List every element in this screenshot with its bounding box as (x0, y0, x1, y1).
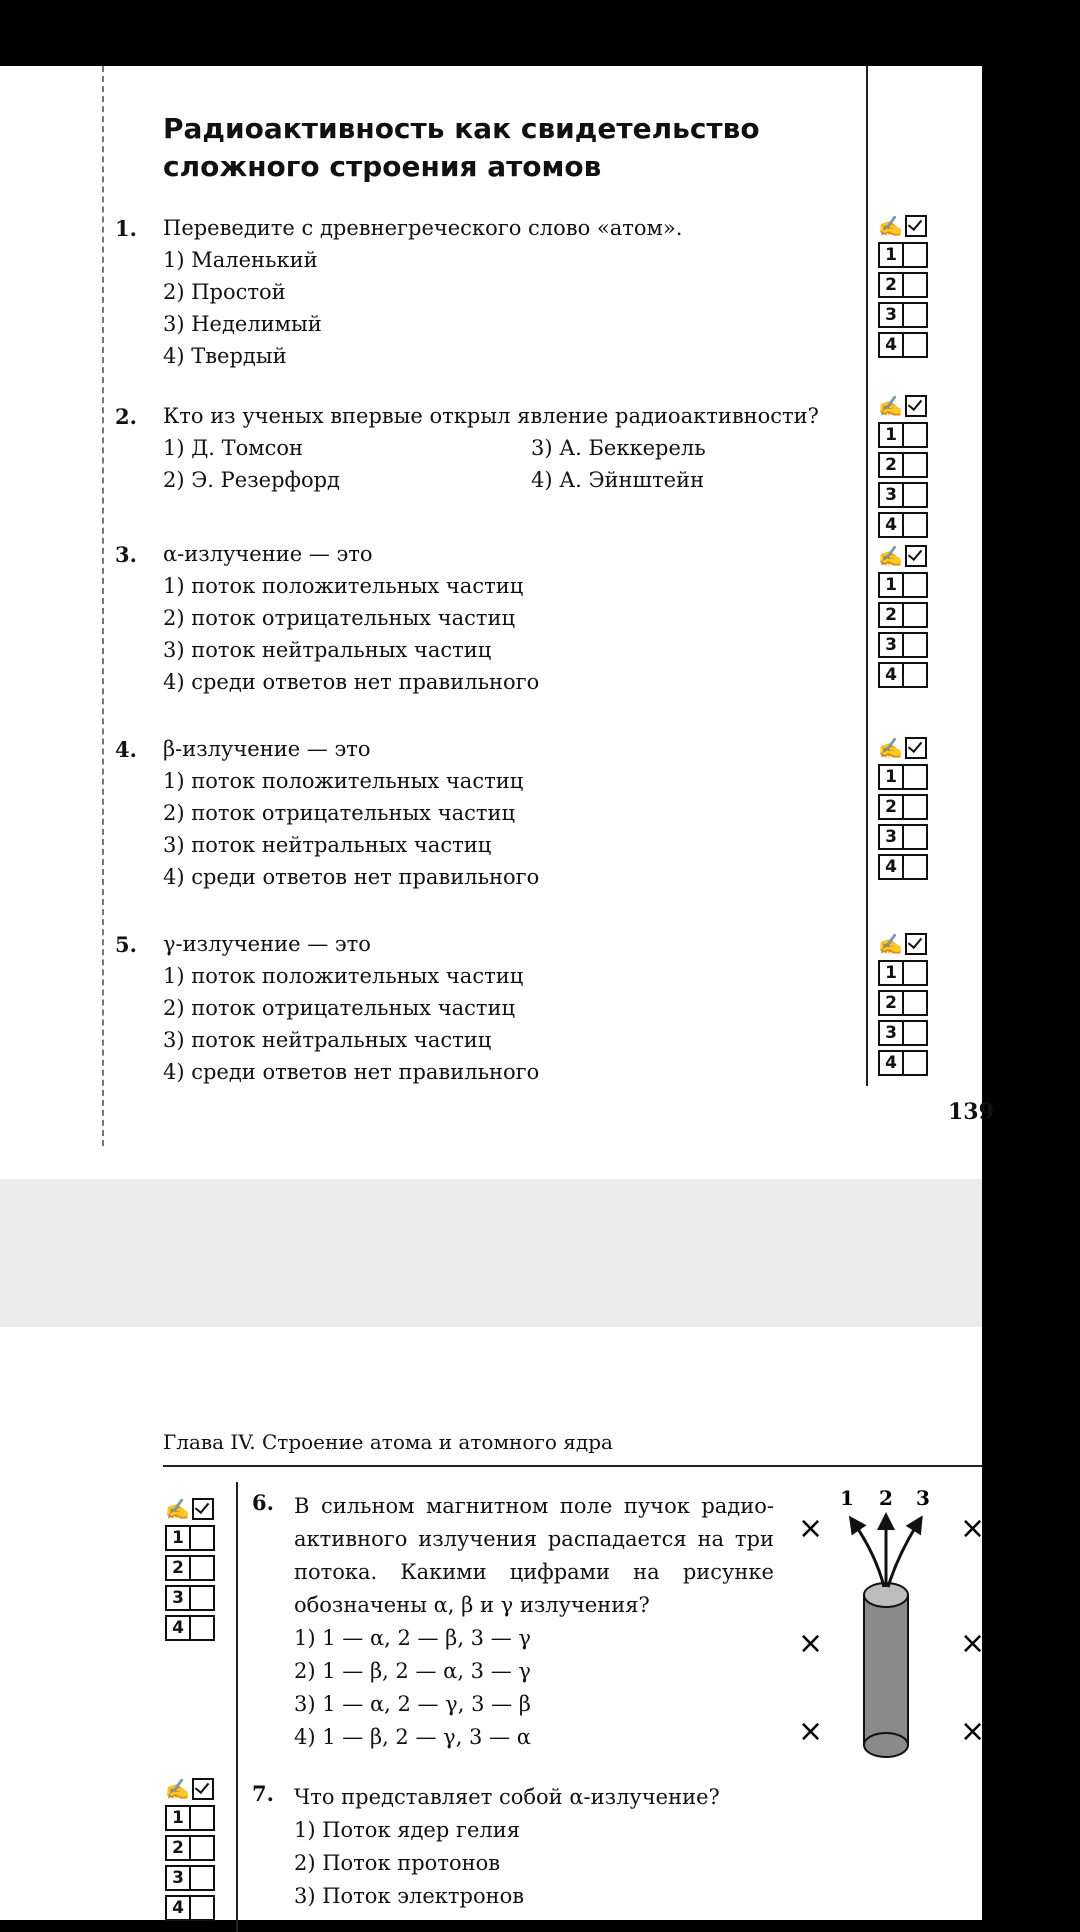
answer-option: 2) Поток протонов (294, 1851, 501, 1875)
answer-checkbox[interactable] (191, 1585, 215, 1611)
page-number: 139 (948, 1099, 994, 1125)
question-number: 7. (252, 1781, 274, 1806)
question-2 (115, 400, 831, 496)
answer-column-rule (236, 1482, 238, 1932)
question-text: β-излучение — это (163, 737, 371, 761)
pen-icon: ✍ (878, 932, 903, 956)
pen-icon: ✍ (878, 736, 903, 760)
pen-icon: ✍ (878, 394, 903, 418)
question-number: 6. (252, 1490, 274, 1515)
answer-checkbox[interactable] (904, 242, 928, 268)
answer-option: 1) 1 — α, 2 — β, 3 — γ (294, 1626, 531, 1650)
magnetic-field-figure (780, 1475, 990, 1795)
answer-checkbox[interactable] (904, 302, 928, 328)
answer-checkbox[interactable] (904, 482, 928, 508)
answer-checkbox[interactable] (191, 1525, 215, 1551)
answer-checkbox[interactable] (904, 960, 928, 986)
answer-checkbox[interactable] (191, 1555, 215, 1581)
question-number: 1. (115, 215, 137, 241)
answer-checkbox[interactable] (904, 662, 928, 688)
answer-box-3: ✍ 1 2 3 4 (878, 542, 944, 690)
answer-box-2: ✍ 1 2 3 4 (878, 392, 944, 540)
checkbox-checked-icon (192, 1498, 214, 1520)
stream-label: 2 (879, 1486, 893, 1510)
answer-option: 3) поток нейтральных частиц (163, 1028, 492, 1052)
checkbox-checked-icon (905, 933, 927, 955)
answer-option: 1) Поток ядер гелия (294, 1818, 520, 1842)
answer-option: 3) А. Беккерель (531, 436, 706, 460)
answer-box-5: ✍ 1 2 3 4 (878, 930, 944, 1078)
answer-checkbox[interactable] (904, 854, 928, 880)
question-text: Переведите с древнегреческого слово «атом». (163, 216, 683, 240)
checkbox-checked-icon (905, 215, 927, 237)
pen-icon: ✍ (878, 214, 903, 238)
answer-checkbox[interactable] (191, 1615, 215, 1641)
checkbox-checked-icon (905, 395, 927, 417)
answer-box-4: ✍ 1 2 3 4 (878, 734, 944, 882)
answer-box-1: ✍ 1 2 3 4 (878, 212, 944, 360)
answer-checkbox[interactable] (904, 272, 928, 298)
answer-checkbox[interactable] (904, 1050, 928, 1076)
question-7 (252, 1781, 720, 1913)
checkbox-checked-icon (192, 1778, 214, 1800)
answer-option: 4) А. Эйнштейн (531, 468, 705, 492)
header-rule (163, 1465, 983, 1467)
field-cross-icon: × (960, 1511, 986, 1546)
stream-arrow-3 (888, 1523, 918, 1587)
answer-option: 3) поток нейтральных частиц (163, 638, 492, 662)
field-cross-icon: × (798, 1511, 824, 1546)
chapter-header: Глава IV. Строение атома и атомного ядра (163, 1430, 613, 1454)
answer-option: 2) поток отрицательных частиц (163, 801, 515, 825)
answer-checkbox[interactable] (904, 990, 928, 1016)
question-5 (115, 928, 539, 1088)
answer-checkbox[interactable] (904, 1020, 928, 1046)
question-text: α-излучение — это (163, 542, 373, 566)
field-cross-icon: × (960, 1714, 986, 1749)
answer-option: 4) среди ответов нет правильного (163, 865, 540, 889)
pen-icon: ✍ (165, 1777, 190, 1801)
checkbox-checked-icon (905, 545, 927, 567)
question-number: 4. (115, 736, 137, 762)
answer-option: 1) поток положительных частиц (163, 769, 524, 793)
question-4 (115, 733, 539, 893)
answer-option: 1) Д. Томсон (163, 436, 304, 460)
answer-option: 2) Простой (163, 280, 286, 304)
field-cross-icon: × (798, 1626, 824, 1661)
answer-box-6: ✍ 1 2 3 4 (165, 1495, 231, 1643)
answer-checkbox[interactable] (904, 572, 928, 598)
answer-option: 3) 1 — α, 2 — γ, 3 — β (294, 1692, 531, 1716)
answer-option: 1) Маленький (163, 248, 318, 272)
page-gap (0, 1179, 982, 1327)
answer-checkbox[interactable] (904, 824, 928, 850)
answer-option: 4) Твердый (163, 344, 287, 368)
answer-option: 4) среди ответов нет правильного (163, 1060, 540, 1084)
checkbox-checked-icon (905, 737, 927, 759)
cylinder-base (864, 1733, 908, 1757)
answer-checkbox[interactable] (904, 794, 928, 820)
answer-checkbox[interactable] (191, 1895, 215, 1921)
answer-checkbox[interactable] (904, 512, 928, 538)
answer-checkbox[interactable] (904, 452, 928, 478)
question-1 (115, 212, 682, 372)
field-cross-icon: × (960, 1626, 986, 1661)
answer-option: 2) Э. Резерфорд (163, 468, 340, 492)
answer-column-rule (866, 66, 868, 1086)
question-text: γ-излучение — это (163, 932, 371, 956)
field-cross-icon: × (798, 1714, 824, 1749)
question-number: 3. (115, 541, 137, 567)
answer-option: 3) Поток электронов (294, 1884, 525, 1908)
cut-line (102, 66, 104, 1146)
answer-option: 3) Неделимый (163, 312, 322, 336)
answer-checkbox[interactable] (904, 422, 928, 448)
answer-checkbox[interactable] (191, 1835, 215, 1861)
stream-label: 3 (916, 1486, 930, 1510)
answer-option: 4) среди ответов нет правильного (163, 670, 540, 694)
question-text: Кто из ученых впервые открыл явление радиоактивности? (163, 404, 819, 428)
page-140 (0, 1327, 986, 1920)
pen-icon: ✍ (165, 1497, 190, 1521)
answer-checkbox[interactable] (904, 632, 928, 658)
question-text: В сильном магнитном поле пучок радио- активного излучения распадается на три потока. Какими цифрами на рисунке обозначены α, β и γ излучения? (294, 1494, 774, 1617)
answer-checkbox[interactable] (191, 1865, 215, 1891)
page-139 (0, 66, 994, 1179)
answer-checkbox[interactable] (904, 332, 928, 358)
source-cylinder (864, 1595, 908, 1745)
question-6 (252, 1490, 774, 1754)
question-number: 5. (115, 931, 137, 957)
answer-option: 4) 1 — β, 2 — γ, 3 — α (294, 1725, 531, 1749)
answer-option: 1) поток положительных частиц (163, 964, 524, 988)
section-title: Радиоактивность как свидетельство сложного строения атомов (163, 112, 760, 183)
answer-checkbox[interactable] (904, 764, 928, 790)
question-text: Что представляет собой α-излучение? (294, 1785, 720, 1809)
answer-checkbox[interactable] (191, 1805, 215, 1831)
answer-option: 2) 1 — β, 2 — α, 3 — γ (294, 1659, 531, 1683)
stream-label: 1 (840, 1486, 854, 1510)
question-number: 2. (115, 403, 137, 429)
pen-icon: ✍ (878, 544, 903, 568)
answer-option: 3) поток нейтральных частиц (163, 833, 492, 857)
answer-option: 2) поток отрицательных частиц (163, 996, 515, 1020)
question-3 (115, 538, 539, 698)
stream-arrow-1 (854, 1523, 884, 1587)
answer-box-7: ✍ 1 2 3 4 (165, 1775, 231, 1923)
answer-option: 1) поток положительных частиц (163, 574, 524, 598)
answer-checkbox[interactable] (904, 602, 928, 628)
answer-option: 2) поток отрицательных частиц (163, 606, 515, 630)
